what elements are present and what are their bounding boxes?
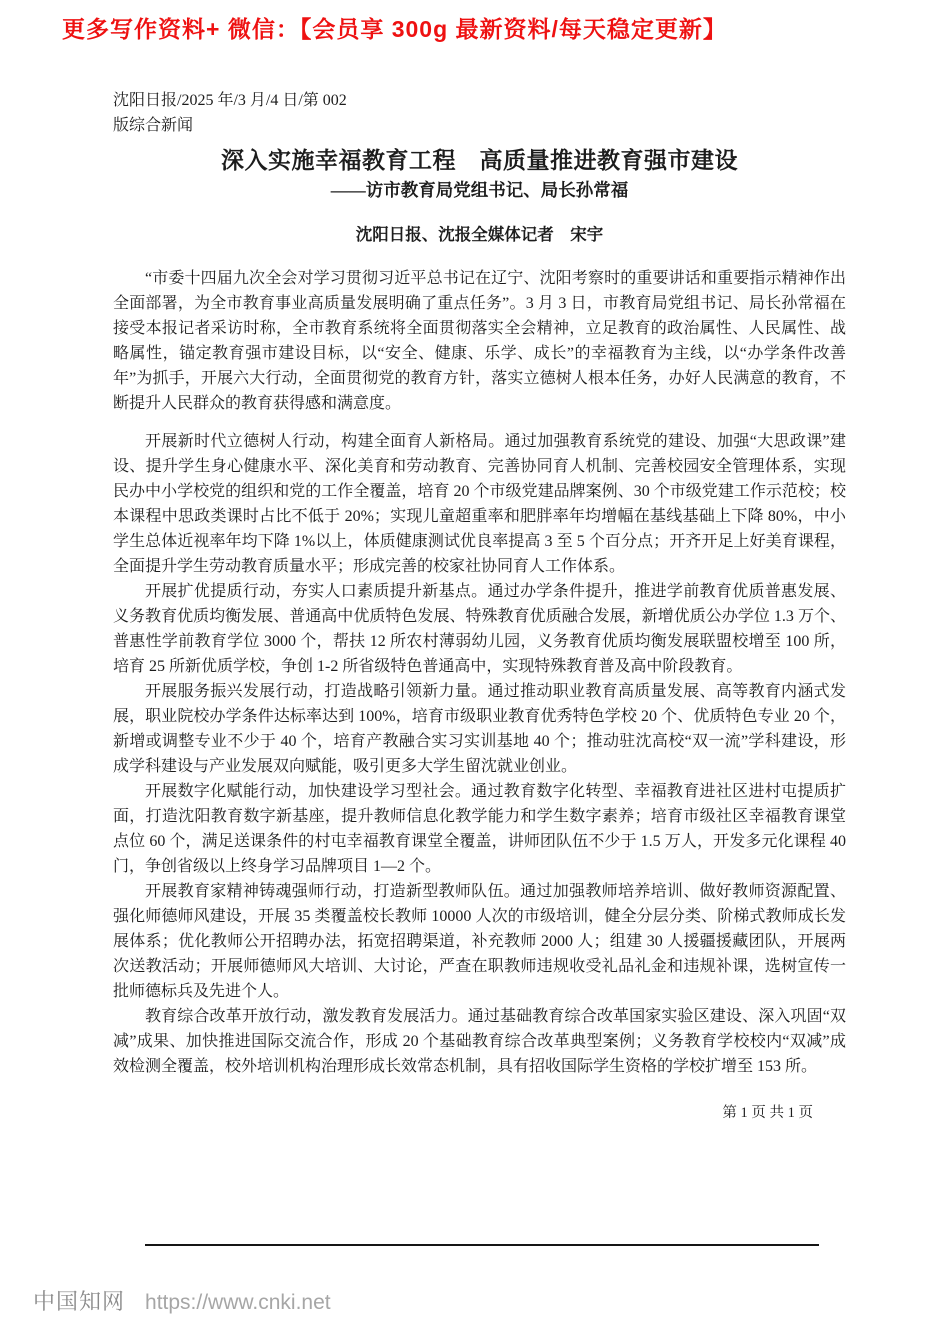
source-line-2: 版综合新闻	[113, 117, 194, 134]
source-line-1: 沈阳日报/2025 年/3 月/4 日/第 002	[113, 92, 347, 109]
promo-banner-text: 更多写作资料+ 微信：【会员享 300g 最新资料/每天稳定更新】	[62, 16, 727, 42]
source-header	[113, 88, 846, 138]
article-container	[113, 88, 846, 1123]
paragraph-3: 开展扩优提质行动，夯实人口素质提升新基点。通过办学条件提升，推进学前教育优质普惠发展、义务教育优质均衡发展、普通高中优质特色发展、特殊教育优质融合发展，新增优质公办学位 1.3 万个、普惠性学前教育学位 3000 个，帮扶 12 所农村薄弱幼儿园，义务教育优质均衡发展联盟校增至 100 所，培育 25 所新优质学校，争创 1-2 所省级特色普通高中，实现特殊教育普及高中阶段教育。	[113, 583, 846, 675]
paragraph-7: 教育综合改革开放行动，激发教育发展活力。通过基础教育综合改革国家实验区建设、深入巩固“双减”成果、加快推进国际交流合作，形成 20 个基础教育综合改革典型案例；义务教育学校校内“双减”成效检测全覆盖，校外培训机构治理形成长效常态机制，具有招收国际学生资格的学校扩增至 153 所。	[113, 1008, 846, 1075]
article-title: 深入实施幸福教育工程 高质量推进教育强市建设	[221, 148, 738, 173]
paragraph-4: 开展服务振兴发展行动，打造战略引领新力量。通过推动职业教育高质量发展、高等教育内涵式发展，职业院校办学条件达标率达到 100%，培育市级职业教育优秀特色学校 20 个、优质特色专业 20 个，新增或调整专业不少于 40 个，培育产教融合实习实训基地 40 个；推动驻沈高校“双一流”学科建设，形成学科建设与产业发展双向赋能，吸引更多大学生留沈就业创业。	[113, 683, 846, 775]
article-byline: 沈阳日报、沈报全媒体记者 宋宇	[355, 225, 604, 244]
cnki-watermark	[33, 1285, 331, 1316]
article-subtitle: ——访市教育局党组书记、局长孙常福	[330, 180, 629, 200]
cnki-site-name: 中国知网	[33, 1289, 126, 1314]
article-body	[113, 266, 846, 1079]
paragraph-1: “市委十四届九次全会对学习贯彻习近平总书记在辽宁、沈阳考察时的重要讲话和重要指示精神作出全面部署，为全市教育事业高质量发展明确了重点任务”。3 月 3 日，市教育局党组书记、局长孙常福在接受本报记者采访时称，全市教育系统将全面贯彻落实全会精神，立足教育的政治属性、人民属性、战略属性，锚定教育强市建设目标，以“安全、健康、乐学、成长”的幸福教育为主线，以“办学条件改善年”为抓手，开展六大行动，全面贯彻党的教育方针，落实立德树人根本任务，办好人民满意的教育，不断提升人民群众的教育获得感和满意度。	[113, 270, 846, 412]
page-indicator: 第 1 页 共 1 页	[722, 1105, 813, 1121]
cnki-site-url: https://www.cnki.net	[145, 1291, 331, 1314]
bottom-divider-line	[145, 1244, 819, 1246]
paragraph-2: 开展新时代立德树人行动，构建全面育人新格局。通过加强教育系统党的建设、加强“大思政课”建设、提升学生身心健康水平、深化美育和劳动教育、完善协同育人机制、完善校园安全管理体系，实现民办中小学校党的组织和党的工作全覆盖，培育 20 个市级党建品牌案例、30 个市级党建工作示范校；校本课程中思政类课时占比不低于 20%；实现儿童超重率和肥胖率年均增幅在基线基础上下降 80%，中小学生总体近视率年均下降 1%以上，体质健康测试优良率提高 3 至 5 个百分点；开齐开足上好美育课程，全面提升学生劳动教育质量水平；形成完善的校家社协同育人工作体系。	[113, 433, 846, 575]
paragraph-6: 开展教育家精神铸魂强师行动，打造新型教师队伍。通过加强教师培养培训、做好教师资源配置、强化师德师风建设，开展 35 类覆盖校长教师 10000 人次的市级培训，健全分层分类、阶梯式教师成长发展体系；优化教师公开招聘办法，拓宽招聘渠道，补充教师 2000 人；组建 30 人援疆援藏团队，开展两次送教活动；开展师德师风大培训、大讨论，严查在职教师违规收受礼品礼金和违规补课，选树宣传一批师德标兵及先进个人。	[113, 883, 846, 1000]
paragraph-5: 开展数字化赋能行动，加快建设学习型社会。通过教育数字化转型、幸福教育进社区进村屯提质扩面，打造沈阳教育数字新基座，提升教师信息化教学能力和学生数字素养；培育市级社区幸福教育课堂点位 60 个，满足送课条件的村屯幸福教育课堂全覆盖，讲师团队伍不少于 1.5 万人，开发多元化课程 40 门，争创省级以上终身学习品牌项目 1—2 个。	[113, 783, 846, 875]
